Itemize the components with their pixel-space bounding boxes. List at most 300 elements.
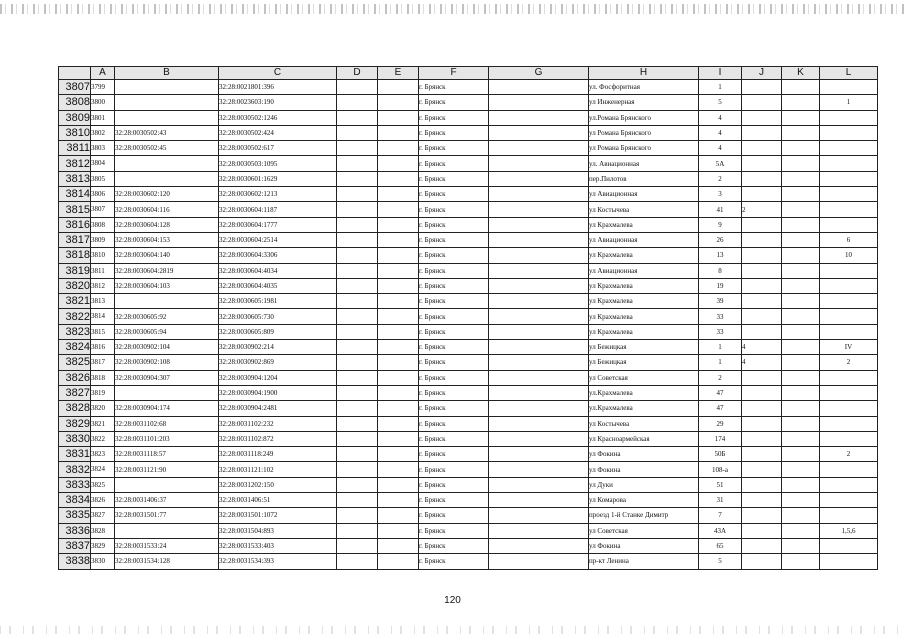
table-row — [59, 294, 878, 309]
cell-j — [742, 248, 782, 263]
cell-k — [782, 385, 820, 400]
cell-l — [820, 294, 878, 309]
row-number: 3837 — [59, 538, 91, 553]
table-row — [59, 125, 878, 140]
cell-c: 32:28:0030605:730 — [219, 309, 337, 324]
cell-l — [820, 385, 878, 400]
cell-h: ул Костычева — [589, 202, 699, 217]
table-row — [59, 523, 878, 538]
cell-c: 32:28:0031504:893 — [219, 523, 337, 538]
table-row — [59, 324, 878, 339]
cell-k — [782, 355, 820, 370]
row-number: 3821 — [59, 294, 91, 309]
cell-j — [742, 370, 782, 385]
cell-c: 32:28:0030605:809 — [219, 324, 337, 339]
cell-f: г. Брянск — [419, 217, 489, 232]
table-row — [59, 80, 878, 95]
row-number: 3831 — [59, 447, 91, 462]
cell-i: 1 — [699, 80, 742, 95]
cell-e — [378, 171, 419, 186]
column-header-i: I — [699, 67, 742, 80]
cell-j — [742, 324, 782, 339]
cell-k — [782, 294, 820, 309]
cell-e — [378, 508, 419, 523]
cell-j — [742, 462, 782, 477]
table-row — [59, 340, 878, 355]
cell-i: 47 — [699, 401, 742, 416]
cell-a: 3802 — [91, 125, 115, 140]
table-row — [59, 110, 878, 125]
cell-j — [742, 263, 782, 278]
cell-e — [378, 217, 419, 232]
cell-l: 1 — [820, 95, 878, 110]
cell-b: 32:28:0031118:57 — [115, 447, 219, 462]
table-row — [59, 95, 878, 110]
cell-l — [820, 110, 878, 125]
cell-i: 4 — [699, 110, 742, 125]
cell-g — [489, 141, 589, 156]
row-number: 3826 — [59, 370, 91, 385]
scan-noise-top — [0, 4, 905, 14]
cell-f: г. Брянск — [419, 95, 489, 110]
cell-d — [337, 141, 378, 156]
cell-e — [378, 385, 419, 400]
cell-g — [489, 110, 589, 125]
cell-b: 32:28:0030604:140 — [115, 248, 219, 263]
cell-e — [378, 110, 419, 125]
cell-f: г. Брянск — [419, 416, 489, 431]
cell-a: 3822 — [91, 431, 115, 446]
cell-g — [489, 477, 589, 492]
cell-k — [782, 462, 820, 477]
cell-h: ул Бежицкая — [589, 340, 699, 355]
table-row — [59, 462, 878, 477]
cell-k — [782, 447, 820, 462]
cell-j — [742, 171, 782, 186]
table-row — [59, 217, 878, 232]
cell-i: 7 — [699, 508, 742, 523]
cell-l — [820, 431, 878, 446]
cell-g — [489, 217, 589, 232]
cell-f: г. Брянск — [419, 110, 489, 125]
cell-h: проезд 1-й Станке Димитр — [589, 508, 699, 523]
cell-g — [489, 554, 589, 569]
cell-f: г. Брянск — [419, 477, 489, 492]
cell-j — [742, 141, 782, 156]
cell-j — [742, 538, 782, 553]
cell-j — [742, 385, 782, 400]
row-number: 3811 — [59, 141, 91, 156]
cell-c: 32:28:0030503:1095 — [219, 156, 337, 171]
corner-cell — [59, 67, 91, 80]
cell-f: г. Брянск — [419, 324, 489, 339]
cell-j — [742, 309, 782, 324]
cell-j — [742, 416, 782, 431]
cell-f: г. Брянск — [419, 248, 489, 263]
cell-d — [337, 110, 378, 125]
cell-i: 5 — [699, 95, 742, 110]
cell-h: ул Авиационная — [589, 263, 699, 278]
cell-e — [378, 232, 419, 247]
cell-h: ул Романа Брянского — [589, 125, 699, 140]
cell-h: ул Крахмалева — [589, 294, 699, 309]
row-number: 3830 — [59, 431, 91, 446]
cell-a: 3819 — [91, 385, 115, 400]
row-number: 3816 — [59, 217, 91, 232]
cell-g — [489, 355, 589, 370]
cell-b: 32:28:0030605:94 — [115, 324, 219, 339]
cell-k — [782, 493, 820, 508]
cell-f: г. Брянск — [419, 538, 489, 553]
cell-c: 32:28:0030902:869 — [219, 355, 337, 370]
cell-l — [820, 309, 878, 324]
cell-j — [742, 217, 782, 232]
cell-h: ул. Фосфоритная — [589, 80, 699, 95]
table-row — [59, 538, 878, 553]
cell-d — [337, 263, 378, 278]
cell-c: 32:28:0030604:2514 — [219, 232, 337, 247]
cell-l — [820, 125, 878, 140]
row-number: 3835 — [59, 508, 91, 523]
cell-l: 10 — [820, 248, 878, 263]
cell-i: 43А — [699, 523, 742, 538]
cell-b — [115, 523, 219, 538]
cell-c: 32:28:0030904:1900 — [219, 385, 337, 400]
cell-h: пр-кт Ленина — [589, 554, 699, 569]
cell-e — [378, 324, 419, 339]
spreadsheet-table — [58, 66, 878, 570]
cell-h: ул. Авиационная — [589, 156, 699, 171]
cell-l — [820, 401, 878, 416]
row-number: 3809 — [59, 110, 91, 125]
cell-d — [337, 416, 378, 431]
cell-a: 3806 — [91, 187, 115, 202]
table-row — [59, 554, 878, 569]
cell-k — [782, 202, 820, 217]
cell-h: ул.Крахмалева — [589, 385, 699, 400]
table-row — [59, 401, 878, 416]
cell-d — [337, 187, 378, 202]
cell-c: 32:28:0031406:51 — [219, 493, 337, 508]
cell-a: 3800 — [91, 95, 115, 110]
cell-e — [378, 447, 419, 462]
cell-i: 1 — [699, 340, 742, 355]
cell-c: 32:28:0031202:150 — [219, 477, 337, 492]
cell-d — [337, 125, 378, 140]
cell-b: 32:28:0030602:120 — [115, 187, 219, 202]
cell-l: 6 — [820, 232, 878, 247]
cell-l — [820, 80, 878, 95]
cell-j — [742, 278, 782, 293]
cell-i: 29 — [699, 416, 742, 431]
cell-k — [782, 125, 820, 140]
cell-a: 3826 — [91, 493, 115, 508]
cell-i: 1 — [699, 355, 742, 370]
cell-g — [489, 447, 589, 462]
row-number: 3818 — [59, 248, 91, 263]
cell-j — [742, 110, 782, 125]
table-row — [59, 309, 878, 324]
cell-k — [782, 523, 820, 538]
cell-l: 2 — [820, 355, 878, 370]
cell-i: 9 — [699, 217, 742, 232]
cell-e — [378, 401, 419, 416]
cell-l — [820, 370, 878, 385]
row-number: 3820 — [59, 278, 91, 293]
cell-k — [782, 95, 820, 110]
cell-f: г. Брянск — [419, 385, 489, 400]
cell-f: г. Брянск — [419, 171, 489, 186]
cell-h: ул Крахмалева — [589, 248, 699, 263]
table-row — [59, 278, 878, 293]
cell-k — [782, 416, 820, 431]
cell-b — [115, 95, 219, 110]
cell-f: г. Брянск — [419, 355, 489, 370]
cell-i: 2 — [699, 171, 742, 186]
cell-l — [820, 493, 878, 508]
cell-f: г. Брянск — [419, 156, 489, 171]
cell-d — [337, 340, 378, 355]
row-number: 3814 — [59, 187, 91, 202]
cell-h: ул Фокина — [589, 462, 699, 477]
cell-f: г. Брянск — [419, 294, 489, 309]
cell-d — [337, 309, 378, 324]
cell-g — [489, 431, 589, 446]
cell-b: 32:28:0030902:104 — [115, 340, 219, 355]
cell-c: 32:28:0030604:4034 — [219, 263, 337, 278]
cell-d — [337, 401, 378, 416]
cell-j — [742, 95, 782, 110]
cell-b — [115, 156, 219, 171]
cell-d — [337, 248, 378, 263]
cell-h: ул Авиационная — [589, 187, 699, 202]
cell-g — [489, 171, 589, 186]
cell-f: г. Брянск — [419, 462, 489, 477]
cell-i: 8 — [699, 263, 742, 278]
table-row — [59, 202, 878, 217]
cell-b: 32:28:0030902:108 — [115, 355, 219, 370]
cell-e — [378, 554, 419, 569]
cell-k — [782, 156, 820, 171]
cell-d — [337, 554, 378, 569]
cell-k — [782, 370, 820, 385]
cell-f: г. Брянск — [419, 232, 489, 247]
cell-b: 32:28:0030605:92 — [115, 309, 219, 324]
cell-l: 2 — [820, 447, 878, 462]
cell-l — [820, 156, 878, 171]
cell-a: 3816 — [91, 340, 115, 355]
cell-c: 32:28:0030902:214 — [219, 340, 337, 355]
cell-e — [378, 263, 419, 278]
table-row — [59, 477, 878, 492]
cell-c: 32:28:0030602:1213 — [219, 187, 337, 202]
cell-d — [337, 447, 378, 462]
column-header-f: F — [419, 67, 489, 80]
cell-g — [489, 278, 589, 293]
cell-k — [782, 401, 820, 416]
cell-h: ул Комарова — [589, 493, 699, 508]
table-row — [59, 232, 878, 247]
cell-a: 3820 — [91, 401, 115, 416]
cell-d — [337, 217, 378, 232]
cell-g — [489, 232, 589, 247]
cell-l — [820, 202, 878, 217]
table-row — [59, 493, 878, 508]
cell-c: 32:28:0030604:3306 — [219, 248, 337, 263]
cell-a: 3830 — [91, 554, 115, 569]
cell-a: 3809 — [91, 232, 115, 247]
cell-f: г. Брянск — [419, 80, 489, 95]
cell-f: г. Брянск — [419, 493, 489, 508]
row-number: 3833 — [59, 477, 91, 492]
cell-b: 32:28:0030904:174 — [115, 401, 219, 416]
cell-b: 32:28:0031533:24 — [115, 538, 219, 553]
cell-e — [378, 278, 419, 293]
cell-f: г. Брянск — [419, 554, 489, 569]
column-header-h: H — [589, 67, 699, 80]
cell-d — [337, 355, 378, 370]
cell-h: ул Костычева — [589, 416, 699, 431]
cell-a: 3813 — [91, 294, 115, 309]
cell-b: 32:28:0030502:45 — [115, 141, 219, 156]
cell-b — [115, 477, 219, 492]
table-body — [59, 80, 878, 570]
column-header-e: E — [378, 67, 419, 80]
cell-l — [820, 416, 878, 431]
cell-h: ул Крахмалева — [589, 309, 699, 324]
cell-j — [742, 477, 782, 492]
cell-e — [378, 156, 419, 171]
row-number: 3819 — [59, 263, 91, 278]
cell-a: 3812 — [91, 278, 115, 293]
cell-l — [820, 278, 878, 293]
cell-i: 50Б — [699, 447, 742, 462]
cell-i: 4 — [699, 141, 742, 156]
cell-e — [378, 370, 419, 385]
cell-c: 32:28:0031501:1072 — [219, 508, 337, 523]
cell-h: ул Романа Брянского — [589, 141, 699, 156]
cell-i: 3 — [699, 187, 742, 202]
cell-e — [378, 477, 419, 492]
cell-h: пер.Пилотов — [589, 171, 699, 186]
cell-e — [378, 462, 419, 477]
cell-k — [782, 110, 820, 125]
cell-b: 32:28:0030604:2819 — [115, 263, 219, 278]
cell-h: ул Дуки — [589, 477, 699, 492]
cell-i: 51 — [699, 477, 742, 492]
cell-l — [820, 462, 878, 477]
cell-f: г. Брянск — [419, 340, 489, 355]
cell-l: IV — [820, 340, 878, 355]
cell-g — [489, 493, 589, 508]
cell-a: 3829 — [91, 538, 115, 553]
cell-e — [378, 416, 419, 431]
table-row — [59, 385, 878, 400]
cell-c: 32:28:0030904:1204 — [219, 370, 337, 385]
cell-h: ул Фокина — [589, 538, 699, 553]
row-number: 3828 — [59, 401, 91, 416]
cell-e — [378, 95, 419, 110]
cell-d — [337, 324, 378, 339]
row-number: 3822 — [59, 309, 91, 324]
column-header-j: J — [742, 67, 782, 80]
cell-f: г. Брянск — [419, 508, 489, 523]
scan-noise-bottom — [0, 626, 905, 634]
cell-a: 3801 — [91, 110, 115, 125]
cell-e — [378, 187, 419, 202]
cell-g — [489, 248, 589, 263]
cell-a: 3828 — [91, 523, 115, 538]
cell-c: 32:28:0030904:2481 — [219, 401, 337, 416]
cell-c: 32:28:0023603:190 — [219, 95, 337, 110]
cell-b — [115, 171, 219, 186]
cell-a: 3799 — [91, 80, 115, 95]
cell-g — [489, 401, 589, 416]
table-row — [59, 263, 878, 278]
cell-i: 19 — [699, 278, 742, 293]
cell-e — [378, 355, 419, 370]
cell-c: 32:28:0031118:249 — [219, 447, 337, 462]
cell-f: г. Брянск — [419, 278, 489, 293]
cell-d — [337, 370, 378, 385]
cell-b: 32:28:0031101:203 — [115, 431, 219, 446]
row-number: 3832 — [59, 462, 91, 477]
column-header-k: K — [782, 67, 820, 80]
cell-c: 32:28:0031534:393 — [219, 554, 337, 569]
cell-i: 4 — [699, 125, 742, 140]
cell-b: 32:28:0031534:128 — [115, 554, 219, 569]
cell-i: 65 — [699, 538, 742, 553]
cell-a: 3818 — [91, 370, 115, 385]
cell-h: ул Инженерная — [589, 95, 699, 110]
cell-d — [337, 202, 378, 217]
cell-b: 32:28:0030904:307 — [115, 370, 219, 385]
column-header-d: D — [337, 67, 378, 80]
cell-j: 4 — [742, 355, 782, 370]
cell-h: ул Советская — [589, 370, 699, 385]
cell-j — [742, 294, 782, 309]
row-number: 3827 — [59, 385, 91, 400]
row-number: 3838 — [59, 554, 91, 569]
row-number: 3825 — [59, 355, 91, 370]
cell-d — [337, 278, 378, 293]
cell-f: г. Брянск — [419, 309, 489, 324]
cell-j — [742, 232, 782, 247]
table-row — [59, 355, 878, 370]
cell-k — [782, 248, 820, 263]
cell-k — [782, 278, 820, 293]
cell-k — [782, 309, 820, 324]
cell-f: г. Брянск — [419, 370, 489, 385]
cell-h: ул Фокина — [589, 447, 699, 462]
cell-g — [489, 385, 589, 400]
cell-g — [489, 370, 589, 385]
table-row — [59, 171, 878, 186]
cell-j — [742, 508, 782, 523]
cell-e — [378, 340, 419, 355]
cell-j — [742, 554, 782, 569]
cell-d — [337, 462, 378, 477]
column-header-c: C — [219, 67, 337, 80]
cell-l — [820, 263, 878, 278]
cell-b: 32:28:0030604:116 — [115, 202, 219, 217]
table-row — [59, 416, 878, 431]
cell-d — [337, 493, 378, 508]
cell-g — [489, 80, 589, 95]
row-number: 3836 — [59, 523, 91, 538]
cell-a: 3825 — [91, 477, 115, 492]
row-number: 3813 — [59, 171, 91, 186]
